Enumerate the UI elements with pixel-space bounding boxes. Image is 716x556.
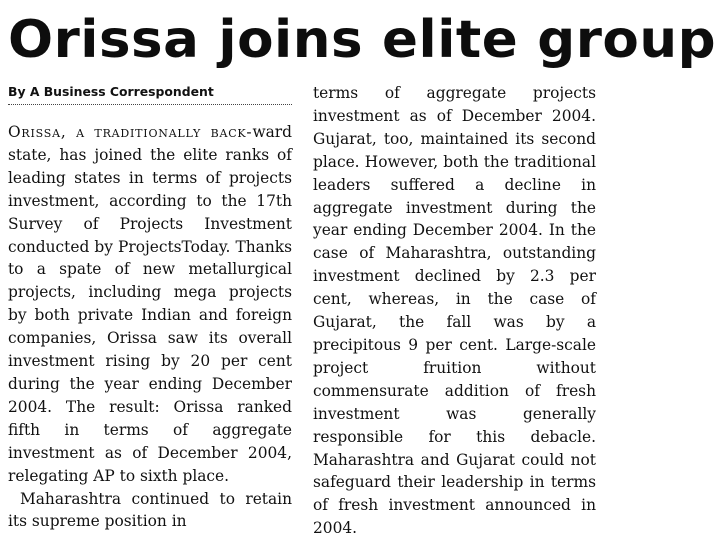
byline: By A Business Correspondent	[8, 84, 214, 99]
paragraph-2-continued: terms of aggregate projects investment as of December 2004. Gujarat, too, maintained its second place. However, both the traditional leaders suffered a decline in aggregate investment during the year ending December 2004. In the case of Maharashtra, outstanding investment declined by 2.3 per cent, whereas, in the case of Gujarat, the fall was by a precipitous 9 per cent. Large-scale project fruition without commensurate addition of fresh investment was generally responsible for this debacle. Maharashtra and Gujarat could not safeguard their leadership in terms of fresh investment announced in 2004.	[313, 84, 596, 538]
paragraph-1-text: ward state, has joined the elite ranks of leading states in terms of projects investment, according to the 17th Survey of Projects Investment conducted by ProjectsToday. Thanks to a spate of new metallurgical projects, including mega projects by both private Indian and foreign companies, Orissa saw its overall investment rising by 20 per cent during the year ending December 2004. The result: Orissa ranked fifth in terms of aggregate investment as of December 2004, relegating AP to sixth place.	[8, 123, 292, 485]
article-column-right	[313, 82, 596, 540]
article-column-left	[8, 82, 292, 533]
byline-divider	[8, 104, 292, 105]
headline: Orissa joins elite group	[8, 10, 716, 70]
paragraph-2-start: Maharashtra continued to retain its supreme position in	[8, 489, 292, 531]
paragraph-1	[8, 121, 292, 488]
lead-in-small-caps: Orissa, a traditionally back-	[8, 123, 253, 141]
